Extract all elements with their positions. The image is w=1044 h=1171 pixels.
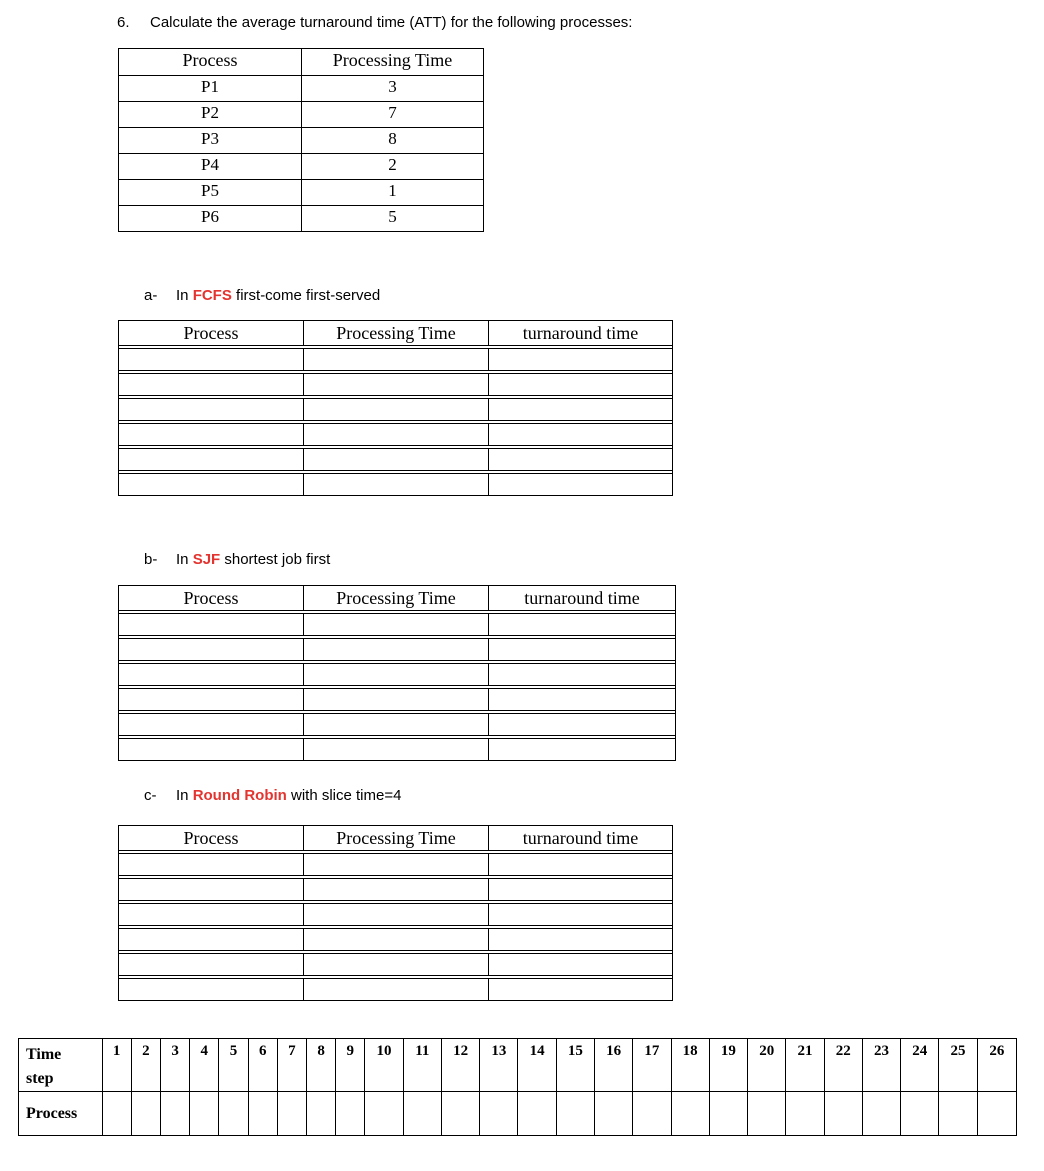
answer-cell[interactable]	[304, 854, 489, 876]
time-step-cell: 14	[518, 1039, 556, 1092]
answer-cell[interactable]	[489, 979, 673, 1001]
time-step-cell: 17	[633, 1039, 671, 1092]
time-step-cell: 15	[556, 1039, 594, 1092]
header-turnaround-time: turnaround time	[489, 826, 673, 851]
process-slot[interactable]	[307, 1092, 336, 1136]
table-row	[119, 154, 484, 180]
answer-cell[interactable]	[119, 979, 304, 1001]
header-processing-time: Processing Time	[302, 49, 484, 76]
section-a-marker: a-	[144, 287, 158, 304]
process-slot[interactable]	[336, 1092, 365, 1136]
time-step-cell: 20	[748, 1039, 786, 1092]
process-slot[interactable]	[160, 1092, 189, 1136]
answer-cell[interactable]	[119, 904, 304, 926]
time-step-cell: 8	[307, 1039, 336, 1092]
answer-cell[interactable]	[489, 929, 673, 951]
cell-time: 8	[302, 128, 484, 154]
process-slot[interactable]	[595, 1092, 633, 1136]
time-step-cell: 12	[441, 1039, 479, 1092]
time-step-cell: 21	[786, 1039, 824, 1092]
section-b-label	[144, 551, 330, 568]
answer-row	[119, 979, 673, 1001]
answer-cell[interactable]	[489, 424, 673, 446]
answer-cell[interactable]	[119, 424, 304, 446]
cell-time: 1	[302, 180, 484, 206]
process-slot[interactable]	[365, 1092, 403, 1136]
answer-cell[interactable]	[119, 349, 304, 371]
answer-cell[interactable]	[119, 374, 304, 396]
section-b-suffix: shortest job first	[220, 551, 331, 568]
answer-row	[119, 904, 673, 926]
answer-row	[119, 449, 673, 471]
answer-row	[119, 639, 676, 661]
cell-process: P4	[119, 154, 302, 180]
step-label: step	[26, 1070, 54, 1087]
time-step-cell: 22	[824, 1039, 862, 1092]
answer-row	[119, 714, 676, 736]
time-step-cell: 3	[160, 1039, 189, 1092]
section-c-suffix: with slice time=4	[286, 787, 402, 804]
answer-row	[119, 399, 673, 421]
time-step-cell: 11	[403, 1039, 441, 1092]
answer-cell[interactable]	[304, 639, 489, 661]
answer-cell[interactable]	[304, 714, 489, 736]
cell-process: P2	[119, 102, 302, 128]
time-step-cell: 4	[190, 1039, 219, 1092]
time-step-cell: 2	[131, 1039, 160, 1092]
section-b-prefix: In	[176, 551, 193, 568]
cell-process: P5	[119, 180, 302, 206]
process-slot[interactable]	[671, 1092, 709, 1136]
answer-cell[interactable]	[119, 449, 304, 471]
answer-cell[interactable]	[304, 929, 489, 951]
section-c-prefix: In	[176, 787, 193, 804]
answer-row	[119, 424, 673, 446]
header-turnaround-time: turnaround time	[489, 321, 673, 346]
header-processing-time: Processing Time	[304, 826, 489, 851]
process-slot[interactable]	[633, 1092, 671, 1136]
time-step-cell: 25	[939, 1039, 977, 1092]
time-step-cell: 19	[709, 1039, 747, 1092]
answer-cell[interactable]	[489, 474, 673, 496]
table-row	[119, 128, 484, 154]
section-a-prefix: In	[176, 287, 193, 304]
cell-process: P6	[119, 206, 302, 232]
process-slot[interactable]	[518, 1092, 556, 1136]
answer-cell[interactable]	[119, 854, 304, 876]
answer-cell[interactable]	[119, 474, 304, 496]
time-step-cell: 26	[977, 1039, 1016, 1092]
table-header-row	[119, 49, 484, 76]
answer-cell[interactable]	[119, 714, 304, 736]
process-slot[interactable]	[131, 1092, 160, 1136]
answer-cell[interactable]	[304, 979, 489, 1001]
answer-cell[interactable]	[489, 879, 673, 901]
process-slot[interactable]	[939, 1092, 977, 1136]
answer-cell[interactable]	[119, 664, 304, 686]
answer-cell[interactable]	[489, 714, 676, 736]
section-c-label	[144, 787, 401, 804]
answer-cell[interactable]	[489, 689, 676, 711]
section-b-marker: b-	[144, 551, 158, 568]
process-row-label: Process	[19, 1092, 103, 1136]
question-text: Calculate the average turnaround time (ATT) for the following processes:	[150, 14, 633, 31]
process-slot[interactable]	[709, 1092, 747, 1136]
time-step-label	[19, 1039, 103, 1092]
answer-header-row	[119, 321, 673, 346]
answer-row	[119, 349, 673, 371]
answer-row	[119, 954, 673, 976]
time-step-cell: 9	[336, 1039, 365, 1092]
process-slot[interactable]	[248, 1092, 277, 1136]
answer-cell[interactable]	[304, 904, 489, 926]
answer-row	[119, 739, 676, 761]
answer-cell[interactable]	[304, 474, 489, 496]
process-slot[interactable]	[403, 1092, 441, 1136]
answer-cell[interactable]	[489, 449, 673, 471]
question-heading	[117, 14, 632, 31]
header-process: Process	[119, 826, 304, 851]
answer-cell[interactable]	[304, 664, 489, 686]
answer-cell[interactable]	[119, 879, 304, 901]
answer-cell[interactable]	[119, 954, 304, 976]
answer-cell[interactable]	[304, 739, 489, 761]
answer-row	[119, 854, 673, 876]
answer-cell[interactable]	[489, 374, 673, 396]
answer-cell[interactable]	[489, 614, 676, 636]
time-step-cell: 24	[901, 1039, 939, 1092]
process-slot[interactable]	[556, 1092, 594, 1136]
answer-cell[interactable]	[119, 399, 304, 421]
section-a-label	[144, 287, 380, 304]
answer-cell[interactable]	[304, 879, 489, 901]
answer-cell[interactable]	[489, 854, 673, 876]
time-step-cell: 13	[480, 1039, 518, 1092]
answer-cell[interactable]	[489, 399, 673, 421]
section-c-marker: c-	[144, 787, 157, 804]
cell-process: P3	[119, 128, 302, 154]
answer-cell[interactable]	[119, 689, 304, 711]
cell-time: 5	[302, 206, 484, 232]
process-row	[19, 1092, 1017, 1136]
header-process: Process	[119, 586, 304, 611]
cell-time: 3	[302, 76, 484, 102]
time-step-row	[19, 1039, 1017, 1092]
answer-row	[119, 929, 673, 951]
section-c-keyword: Round Robin	[192, 787, 287, 804]
answer-cell[interactable]	[119, 614, 304, 636]
table-row	[119, 102, 484, 128]
answer-cell[interactable]	[304, 399, 489, 421]
answer-header-row	[119, 586, 676, 611]
time-step-cell: 10	[365, 1039, 403, 1092]
answer-cell[interactable]	[304, 614, 489, 636]
cell-time: 7	[302, 102, 484, 128]
answer-cell[interactable]	[489, 639, 676, 661]
answer-cell[interactable]	[489, 664, 676, 686]
answer-row	[119, 689, 676, 711]
section-a-suffix: first-come first-served	[231, 287, 381, 304]
table-row	[119, 206, 484, 232]
round-robin-answer-table	[118, 825, 673, 1001]
answer-row	[119, 879, 673, 901]
time-step-cell: 6	[248, 1039, 277, 1092]
answer-cell[interactable]	[489, 904, 673, 926]
answer-cell[interactable]	[119, 639, 304, 661]
table-row	[119, 76, 484, 102]
answer-cell[interactable]	[304, 349, 489, 371]
answer-cell[interactable]	[489, 349, 673, 371]
timeline-table	[18, 1038, 1017, 1136]
question-number: 6.	[117, 14, 130, 31]
answer-cell[interactable]	[119, 929, 304, 951]
answer-cell[interactable]	[304, 424, 489, 446]
header-turnaround-time: turnaround time	[489, 586, 676, 611]
time-label: Time	[26, 1046, 62, 1063]
process-slot[interactable]	[824, 1092, 862, 1136]
section-a-keyword: FCFS	[192, 287, 232, 304]
answer-cell[interactable]	[119, 739, 304, 761]
header-process: Process	[119, 321, 304, 346]
process-slot[interactable]	[786, 1092, 824, 1136]
header-process: Process	[119, 49, 302, 76]
process-slot[interactable]	[748, 1092, 786, 1136]
header-processing-time: Processing Time	[304, 586, 489, 611]
fcfs-answer-table	[118, 320, 673, 496]
cell-process: P1	[119, 76, 302, 102]
cell-time: 2	[302, 154, 484, 180]
process-slot[interactable]	[862, 1092, 900, 1136]
answer-cell[interactable]	[304, 374, 489, 396]
time-step-cell: 5	[219, 1039, 248, 1092]
table-row	[119, 180, 484, 206]
answer-row	[119, 374, 673, 396]
process-slot[interactable]	[102, 1092, 131, 1136]
answer-cell[interactable]	[304, 954, 489, 976]
answer-row	[119, 474, 673, 496]
process-slot[interactable]	[480, 1092, 518, 1136]
answer-header-row	[119, 826, 673, 851]
process-slot[interactable]	[441, 1092, 479, 1136]
process-slot[interactable]	[190, 1092, 219, 1136]
sjf-answer-table	[118, 585, 676, 761]
time-step-cell: 7	[277, 1039, 306, 1092]
answer-cell[interactable]	[304, 449, 489, 471]
time-step-cell: 16	[595, 1039, 633, 1092]
answer-cell[interactable]	[304, 689, 489, 711]
process-table	[118, 48, 484, 232]
process-slot[interactable]	[219, 1092, 248, 1136]
process-slot[interactable]	[277, 1092, 306, 1136]
section-b-keyword: SJF	[192, 551, 221, 568]
process-slot[interactable]	[977, 1092, 1016, 1136]
answer-row	[119, 664, 676, 686]
answer-row	[119, 614, 676, 636]
process-slot[interactable]	[901, 1092, 939, 1136]
time-step-cell: 1	[102, 1039, 131, 1092]
time-step-cell: 23	[862, 1039, 900, 1092]
time-step-cell: 18	[671, 1039, 709, 1092]
answer-cell[interactable]	[489, 954, 673, 976]
answer-cell[interactable]	[489, 739, 676, 761]
header-processing-time: Processing Time	[304, 321, 489, 346]
